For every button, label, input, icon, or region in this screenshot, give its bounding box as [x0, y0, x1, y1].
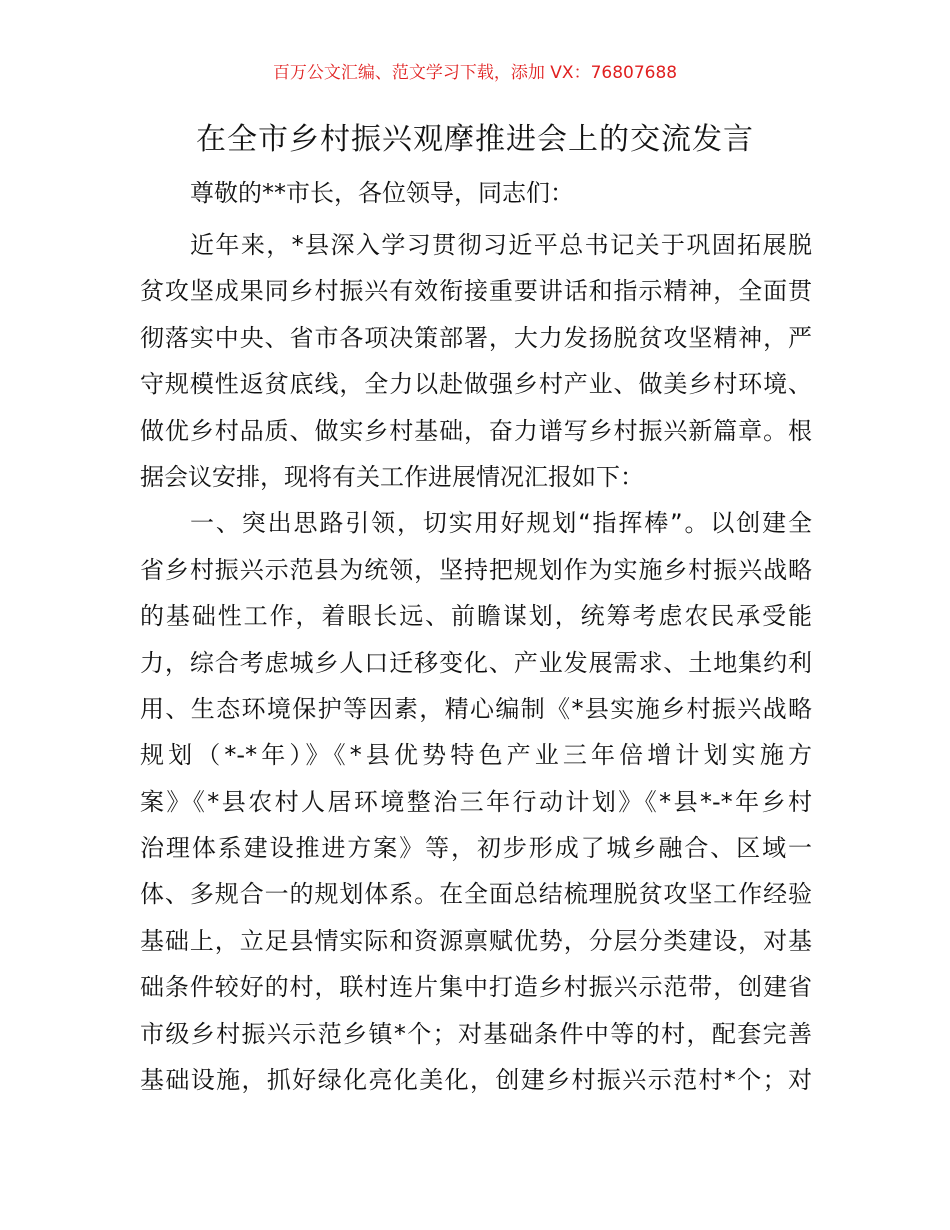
- text-line: 基础设施，抓好绿化亮化美化，创建乡村振兴示范村*个；对: [140, 1066, 812, 1095]
- text-line: 做优乡村品质、做实乡村基础，奋力谱写乡村振兴新篇章。根: [140, 416, 812, 445]
- text-line: 贫攻坚成果同乡村振兴有效衔接重要讲话和指示精神，全面贯: [140, 277, 812, 306]
- text-line: 案》《*县农村人居环境整治三年行动计划》《*县*-*年乡村: [140, 787, 812, 816]
- paragraph: [140, 500, 812, 1103]
- text-line: 规划（*-*年）》《*县优势特色产业三年倍增计划实施方: [140, 741, 812, 770]
- document-title: 在全市乡村振兴观摩推进会上的交流发言: [196, 122, 754, 157]
- document-body: [140, 170, 812, 1103]
- text-line: 治理体系建设推进方案》等，初步形成了城乡融合、区域一: [140, 834, 812, 863]
- text-line: 的基础性工作，着眼长远、前瞻谋划，统筹考虑农民承受能: [140, 602, 812, 631]
- text-line: 市级乡村振兴示范乡镇*个；对基础条件中等的村，配套完善: [140, 1019, 812, 1048]
- text-line: 彻落实中央、省市各项决策部署，大力发扬脱贫攻坚精神，严: [140, 323, 812, 352]
- salutation: 尊敬的**市长，各位领导，同志们：: [190, 179, 574, 207]
- paragraphs: [140, 222, 812, 1103]
- text-line: 守规模性返贫底线，全力以赴做强乡村产业、做美乡村环境、: [140, 370, 812, 399]
- text-line: 据会议安排，现将有关工作进展情况汇报如下：: [140, 462, 644, 491]
- text-line: 用、生态环境保护等因素，精心编制《*县实施乡村振兴战略: [140, 694, 812, 723]
- watermark-header: 百万公文汇编、范文学习下载，添加 VX：76807688: [272, 63, 678, 83]
- text-line: 省乡村振兴示范县为统领，坚持把规划作为实施乡村振兴战略: [140, 555, 812, 584]
- text-line: 础条件较好的村，联村连片集中打造乡村振兴示范带，创建省: [140, 973, 812, 1002]
- text-line: 一、突出思路引领，切实用好规划“指挥棒”。以创建全: [190, 509, 812, 538]
- paragraph: [140, 222, 812, 500]
- text-line: 力，综合考虑城乡人口迁移变化、产业发展需求、土地集约利: [140, 648, 812, 677]
- text-line: 近年来，*县深入学习贯彻习近平总书记关于巩固拓展脱: [190, 231, 812, 259]
- text-line: 体、多规合一的规划体系。在全面总结梳理脱贫攻坚工作经验: [140, 880, 812, 909]
- text-line: 基础上，立足县情实际和资源禀赋优势，分层分类建设，对基: [140, 926, 812, 955]
